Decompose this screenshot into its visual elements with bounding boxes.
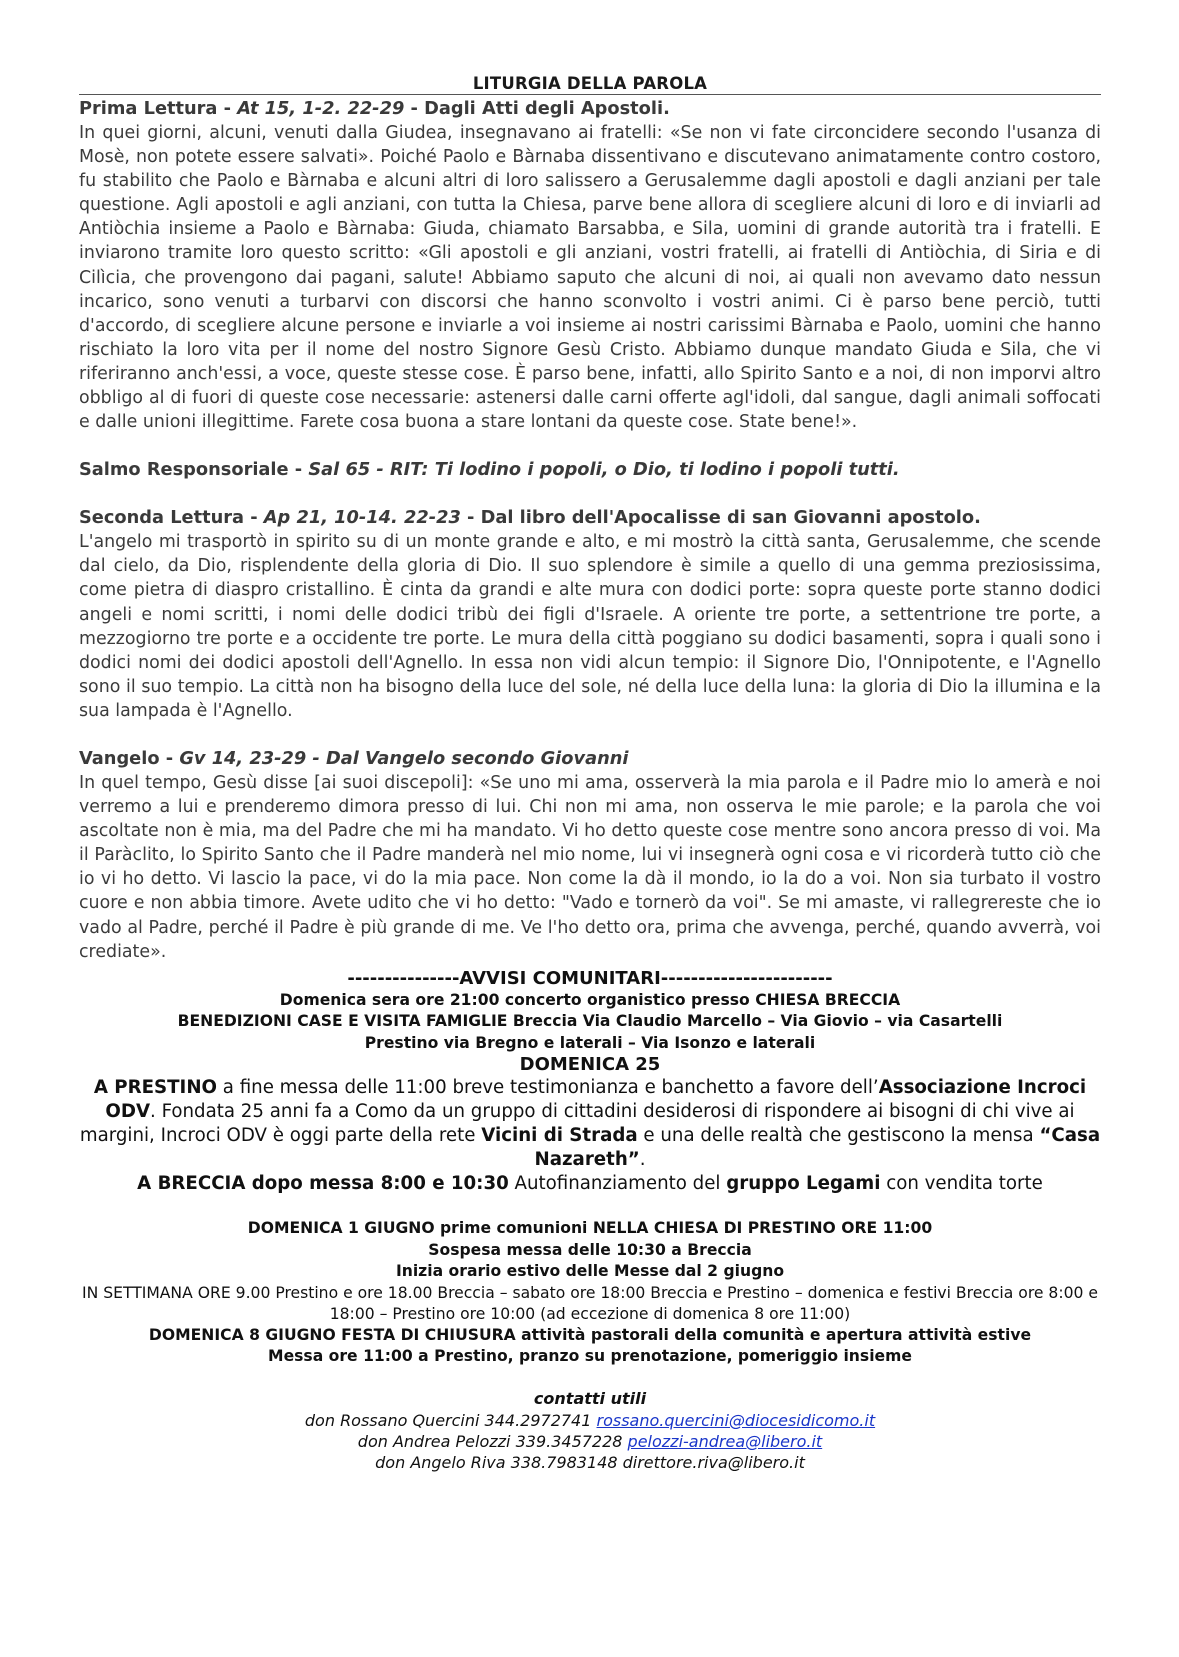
section-gap <box>79 434 1101 458</box>
seconda-lettura-sep: - <box>460 507 481 529</box>
seconda-lettura-label: Seconda Lettura - <box>79 507 264 529</box>
prima-lettura-text: In quei giorni, alcuni, venuti dalla Giudea, insegnavano ai fratelli: «Se non vi fate circoncidere secondo l'usanza di Mosè, non potete essere salvati». Poiché Paolo e Bàrnaba dissentivano e discutevano animatamente contro costoro, fu stabilito che Paolo e Bàrnaba e alcuni altri di loro salissero a Gerusalemme dagli apostoli e dagli anziani per tale questione. Agli apostoli e agli anziani, con tutta la Chiesa, parve bene allora di scegliere alcuni di loro e di inviarli ad Antiòchia insieme a Paolo e Bàrnaba: Giuda, chiamato Barsabba, e Sila, uomini di grande autorità tra i fratelli. E inviarono tramite loro questo scritto: «Gli apostoli e gli anziani, vostri fratelli, ai fratelli di Antiòchia, di Siria e di Cilìcia, che provengono dai pagani, salute! Abbiamo saputo che alcuni di noi, ai quali non avevamo dato nessun incarico, sono venuti a turbarvi con discorsi che hanno sconvolto i vostri animi. Ci è parso bene perciò, tutti d'accordo, di scegliere alcune persone e inviarle a voi insieme ai nostri carissimi Bàrnaba e Paolo, uomini che hanno rischiato la loro vita per il nome del nostro Signore Gesù Cristo. Abbiamo dunque mandato Giuda e Sila, che vi riferiranno anch'essi, a voce, queste stesse cose. È parso bene, infatti, allo Spirito Santo e a noi, di non imporvi altro obbligo al di fuori di queste cose necessarie: astenersi dalle carni offerte agl'idoli, dal sangue, dagli animali soffocati e dalle unioni illegittime. Farete cosa buona a stare lontani da queste cose. State bene!». <box>79 123 1101 433</box>
contact-pelozzi-text: don Andrea Pelozzi 339.3457228 <box>357 1431 628 1451</box>
seconda-lettura-heading <box>79 506 1101 530</box>
prestino-text-3: e una delle realtà che gestiscono la mensa <box>637 1125 1040 1147</box>
section-gap <box>79 723 1101 747</box>
vangelo-label: Vangelo - <box>79 747 180 769</box>
prestino-text-2: . Fondata 25 anni fa a Como da un gruppo di cittadini desiderosi di rispondere ai bisogni di chi vive ai margini, Incroci ODV è oggi parte della rete <box>79 1101 1075 1147</box>
section-gap <box>79 482 1101 506</box>
contact-quercini <box>79 1410 1101 1431</box>
breccia-text-2: con vendita torte <box>880 1173 1043 1195</box>
vangelo-ref: Gv 14, 23-29 - Dal Vangelo secondo Giovanni <box>179 747 629 769</box>
casa-nazareth: “Casa Nazareth” <box>534 1125 1101 1171</box>
prima-lettura-ref: At 15, 1-2. 22-29 <box>237 98 405 119</box>
avviso-messa-sospesa: Sospesa messa delle 10:30 a Breccia <box>428 1240 752 1259</box>
prestino-text-4: . <box>639 1149 646 1171</box>
contatti-title: contatti utili <box>533 1388 647 1408</box>
contact-pelozzi-email-link[interactable]: pelozzi-andrea@libero.it <box>627 1431 823 1451</box>
domenica-25-heading: DOMENICA 25 <box>519 1054 661 1076</box>
prima-lettura-heading <box>79 97 1101 121</box>
title-divider <box>79 94 1101 95</box>
vicini-di-strada: Vicini di Strada <box>481 1125 638 1147</box>
vangelo-heading <box>79 747 1101 771</box>
seconda-lettura-source: Dal libro dell'Apocalisse di san Giovanni apostolo. <box>480 507 981 529</box>
salmo-heading <box>79 458 1101 482</box>
avviso-festa-chiusura: DOMENICA 8 GIUGNO FESTA DI CHIUSURA attività pastorali della comunità e apertura attività estive <box>148 1325 1032 1344</box>
avviso-orari-settimana: IN SETTIMANA ORE 9.00 Prestino e ore 18.00 Breccia – sabato ore 18:00 Breccia e Prestino – domenica e festivi Breccia ore 8:00 e 18:00 – Prestino ore 10:00 (ad eccezione di domenica 8 ore 11:00) <box>81 1283 1099 1323</box>
avviso-pranzo: Messa ore 11:00 a Prestino, pranzo su prenotazione, pomeriggio insieme <box>268 1347 912 1366</box>
gruppo-legami: gruppo Legami <box>726 1173 881 1195</box>
seconda-lettura-text: L'angelo mi trasportò in spirito su di un monte grande e alto, e mi mostrò la città santa, Gerusalemme, che scende dal cielo, da Dio, risplendente della gloria di Dio. Il suo splendore è simile a quello di una gemma preziosissima, come pietra di diaspro cristallino. È cinta da grandi e alte mura con dodici porte: sopra queste porte stanno dodici angeli e nomi scritti, i nomi delle dodici tribù dei figli d'Israele. A oriente tre porte, a settentrione tre porte, a mezzogiorno tre porte e a occidente tre porte. Le mura della città poggiano su dodici basamenti, sopra i quali sono i dodici nomi dei dodici apostoli dell'Agnello. In essa non vidi alcun tempio: il Signore Dio, l'Onnipotente, e l'Agnello sono il suo tempio. La città non ha bisogno della luce del sole, né della luce della luna: la gloria di Dio la illumina e la sua lampada è l'Agnello. <box>79 532 1101 721</box>
avvisi-title: ---------------AVVISI COMUNITARI----------------------- <box>347 967 833 989</box>
associazione-name: Associazione Incroci ODV <box>105 1077 1087 1123</box>
salmo-label: Salmo Responsoriale - <box>79 459 309 481</box>
prima-lettura-sep: - <box>404 98 425 119</box>
breccia-text-1: Autofinanziamento del <box>508 1173 727 1195</box>
prestino-text-1: a fine messa delle 11:00 breve testimonianza e banchetto a favore dell’ <box>217 1077 879 1099</box>
seconda-lettura-ref: Ap 21, 10-14. 22-23 <box>263 507 461 529</box>
avviso-benedizioni-prestino: Prestino via Bregno e laterali – Via Isonzo e laterali <box>364 1033 816 1052</box>
vangelo-text: In quel tempo, Gesù disse [ai suoi discepoli]: «Se uno mi ama, osserverà la mia parola e il Padre mio lo amerà e noi verremo a lui e prenderemo dimora presso di lui. Chi non mi ama, non osserva le mie parole; e la parola che voi ascoltate non è mia, ma del Padre che mi ha mandato. Vi ho detto queste cose mentre sono ancora presso di voi. Ma il Paràclito, lo Spirito Santo che il Padre manderà nel mio nome, lui vi insegnerà ogni cosa e vi ricorderà tutto ciò che io vi ho detto. Vi lascio la pace, vi do la mia pace. Non come la dà il mondo, io la do a voi. Non sia turbato il vostro cuore e non abbia timore. Avete udito che vi ho detto: "Vado e tornerò da voi". Se mi amaste, vi rallegrereste che io vado al Padre, perché il Padre è più grande di me. Ve l'ho detto ora, prima che avvenga, perché, quando avverrà, voi crediate». <box>79 772 1101 962</box>
prima-lettura-source: Dagli Atti degli Apostoli. <box>424 98 670 119</box>
breccia-label: A BRECCIA dopo messa 8:00 e 10:30 <box>137 1173 509 1195</box>
avviso-orario-estivo: Inizia orario estivo delle Messe dal 2 giugno <box>395 1262 785 1281</box>
prestino-label: A PRESTINO <box>93 1077 218 1099</box>
prima-lettura-label: Prima Lettura - <box>79 98 238 119</box>
avviso-prime-comunioni: DOMENICA 1 GIUGNO prime comunioni NELLA CHIESA DI PRESTINO ORE 11:00 <box>247 1219 933 1238</box>
salmo-ref: Sal 65 - RIT: Ti lodino i popoli, o Dio, ti lodino i popoli tutti. <box>308 459 900 481</box>
avviso-prestino-incroci <box>79 1076 1101 1172</box>
avvisi-gap <box>79 1196 1101 1218</box>
page-title: LITURGIA DELLA PAROLA <box>472 74 708 93</box>
avviso-concerto: Domenica sera ore 21:00 concerto organistico presso CHIESA BRECCIA <box>279 990 901 1009</box>
contact-riva: don Angelo Riva 338.7983148 direttore.riva@libero.it <box>375 1452 805 1472</box>
bulletin-page <box>79 74 1101 1473</box>
avviso-benedizioni-breccia: BENEDIZIONI CASE E VISITA FAMIGLIE Breccia Via Claudio Marcello – Via Giovio – via Casartelli <box>177 1012 1003 1031</box>
contact-pelozzi <box>79 1431 1101 1452</box>
contact-quercini-email-link[interactable]: rossano.quercini@diocesidicomo.it <box>596 1410 876 1430</box>
avviso-breccia-legami <box>79 1172 1101 1196</box>
contact-quercini-text: don Rossano Quercini 344.2972741 <box>304 1410 597 1430</box>
